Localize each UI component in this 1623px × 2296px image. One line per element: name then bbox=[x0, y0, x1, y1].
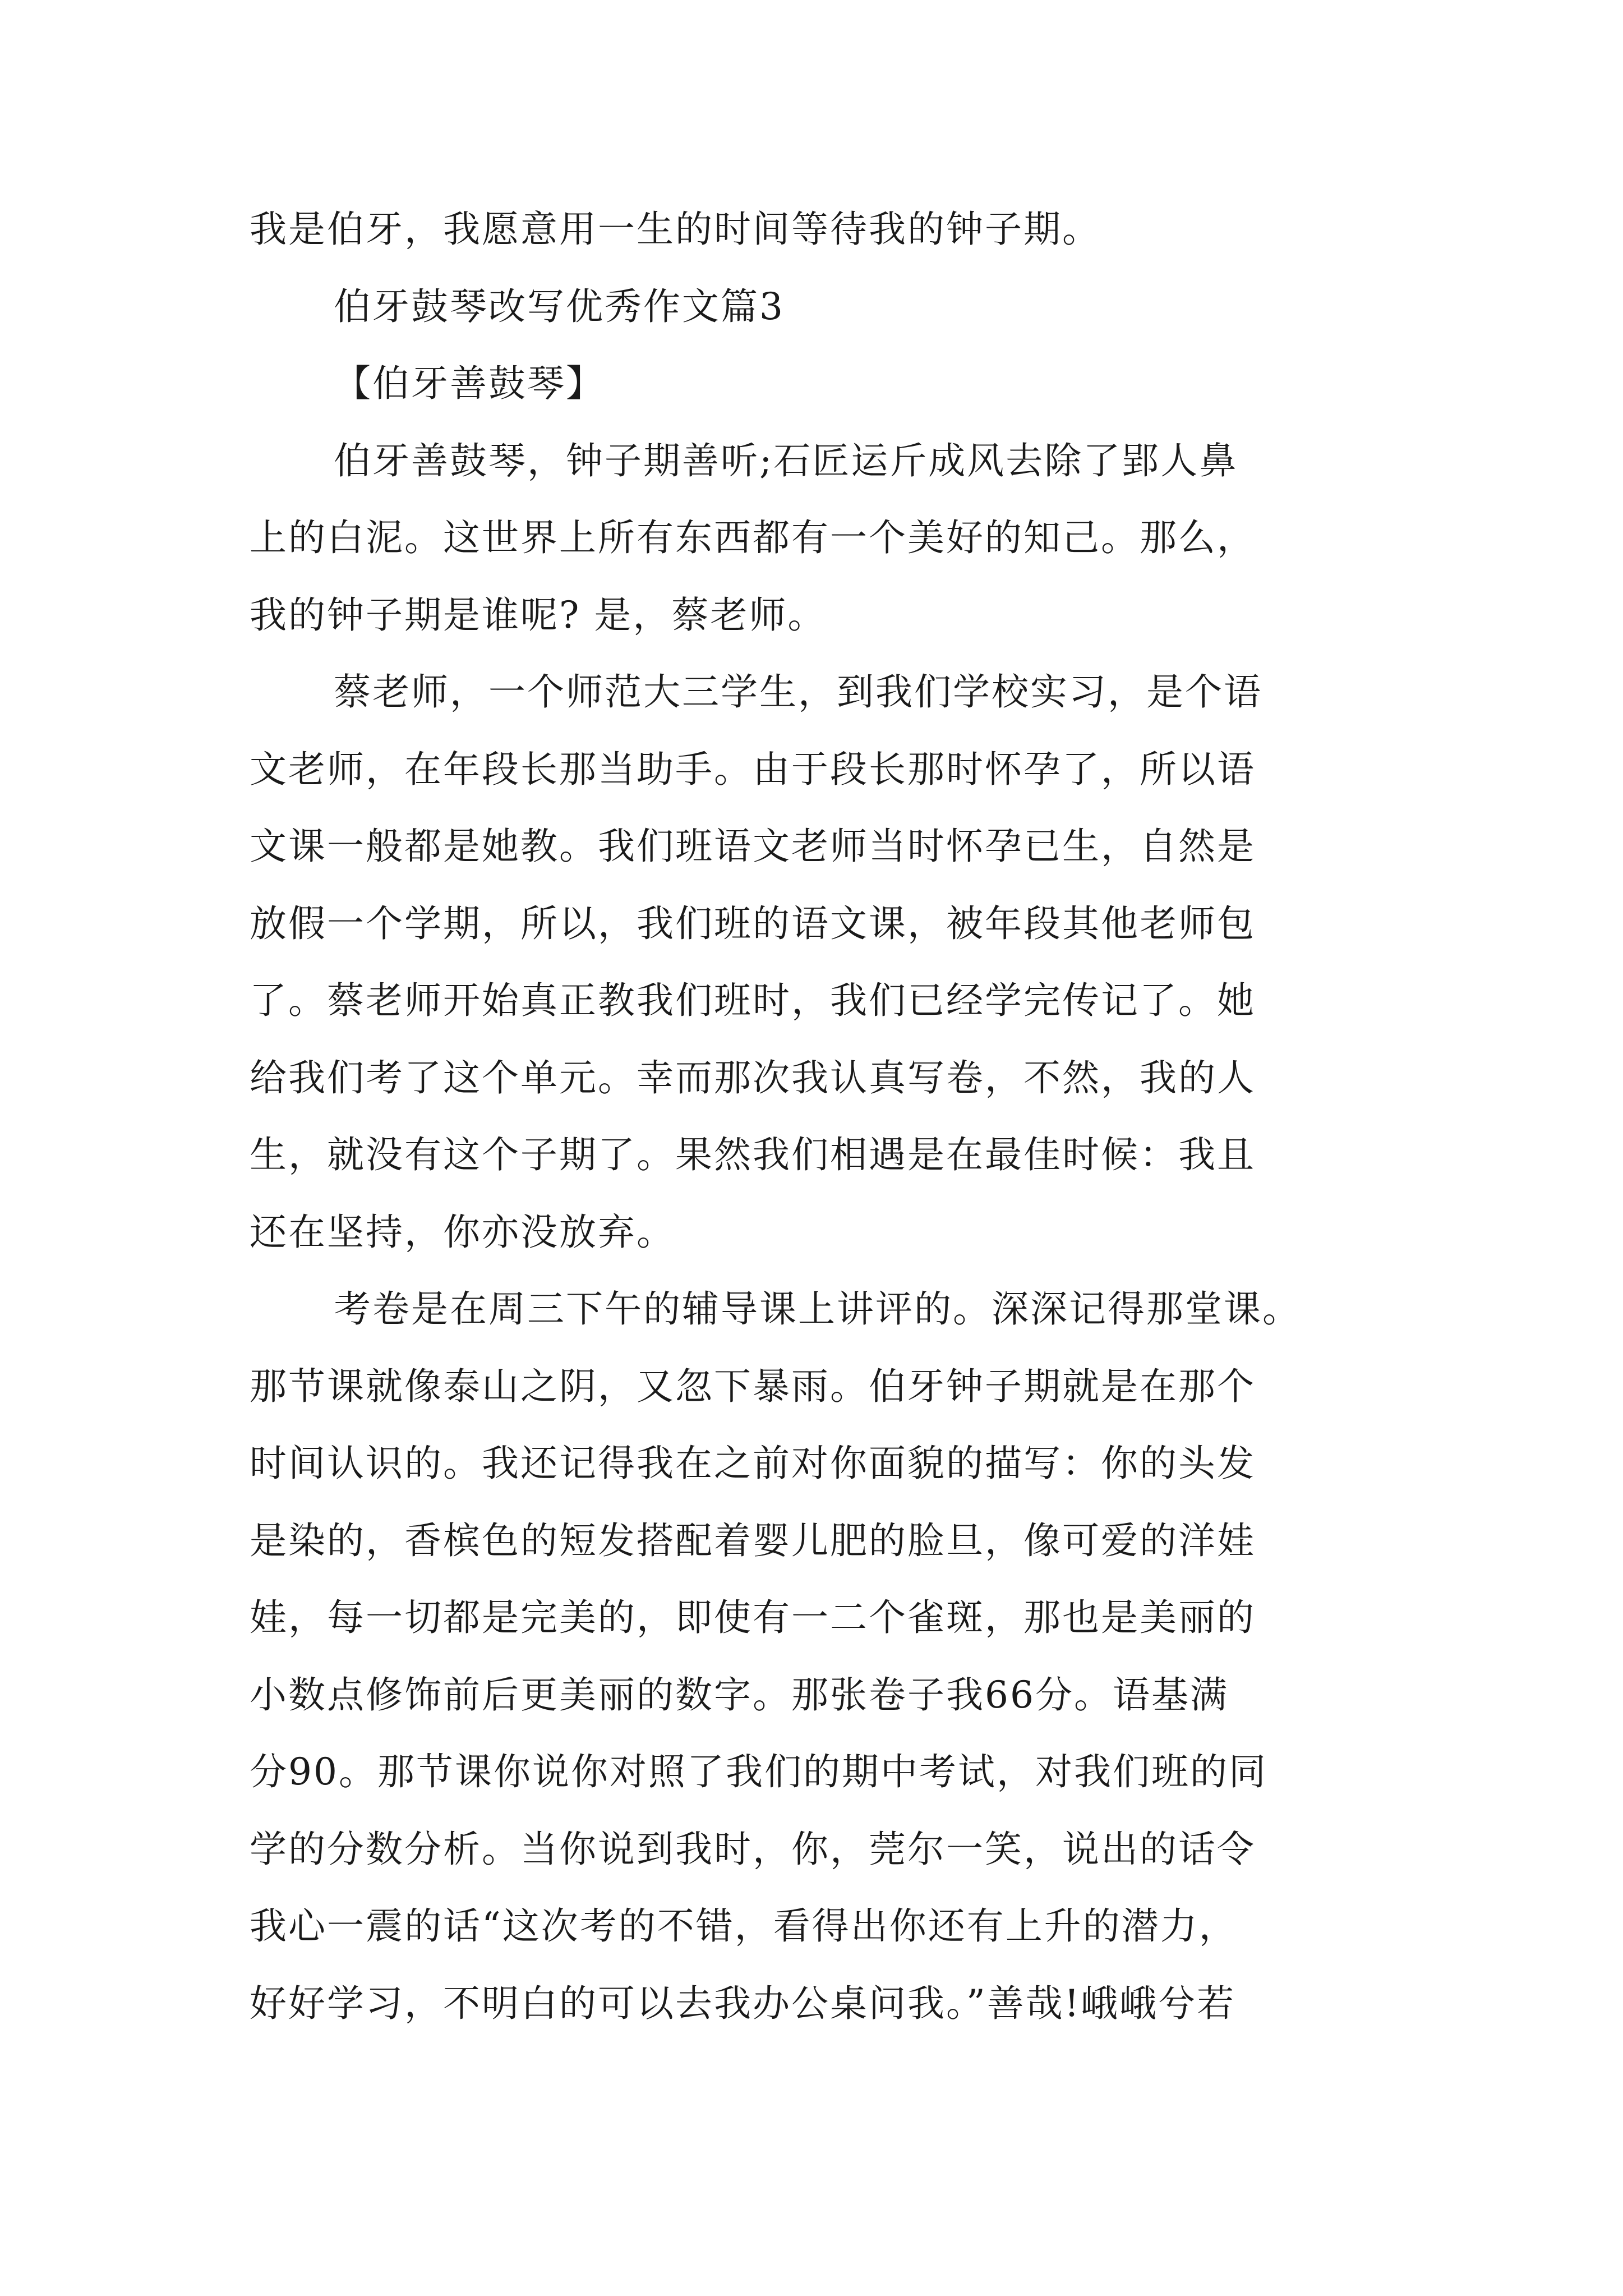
text-line: 学的分数分析。当你说到我时，你，莞尔一笑，说出的话令 bbox=[250, 1827, 1256, 1871]
text-line: 了。蔡老师开始真正教我们班时，我们已经学完传记了。她 bbox=[250, 979, 1256, 1022]
text-line: 生，就没有这个子期了。果然我们相遇是在最佳时候：我且 bbox=[250, 1133, 1256, 1176]
text-line: 给我们考了这个单元。幸而那次我认真写卷，不然，我的人 bbox=[250, 1056, 1256, 1099]
text-line: 我的钟子期是谁呢? 是，蔡老师。 bbox=[250, 593, 827, 637]
text-line: 我是伯牙，我愿意用一生的时间等待我的钟子期。 bbox=[250, 208, 1101, 251]
text-line: 上的白泥。这世界上所有东西都有一个美好的知己。那么， bbox=[250, 516, 1256, 559]
text-line: 伯牙善鼓琴，钟子期善听;石匠运斤成风去除了郢人鼻 bbox=[334, 439, 1238, 482]
text-line: 是染的，香槟色的短发搭配着婴儿肥的脸旦，像可爱的洋娃 bbox=[250, 1519, 1256, 1562]
text-line: 好好学习，不明白的可以去我办公桌问我。”善哉!峨峨兮若 bbox=[250, 1981, 1236, 2025]
text-line: 文老师，在年段长那当助手。由于段长那时怀孕了，所以语 bbox=[250, 747, 1256, 791]
text-line: 【伯牙善鼓琴】 bbox=[334, 362, 605, 405]
text-line: 时间认识的。我还记得我在之前对你面貌的描写：你的头发 bbox=[250, 1442, 1256, 1485]
text-line: 娃，每一切都是完美的，即使有一二个雀斑，那也是美丽的 bbox=[250, 1596, 1256, 1639]
text-line: 我心一震的话“这次考的不错，看得出你还有上升的潜力， bbox=[250, 1904, 1238, 1948]
text-line: 小数点修饰前后更美丽的数字。那张卷子我66分。语基满 bbox=[250, 1673, 1229, 1717]
text-line: 文课一般都是她教。我们班语文老师当时怀孕已生，自然是 bbox=[250, 825, 1256, 868]
text-line: 考卷是在周三下午的辅导课上讲评的。深深记得那堂课。 bbox=[334, 1287, 1301, 1331]
text-line: 分90。那节课你说你对照了我们的期中考试，对我们班的同 bbox=[250, 1750, 1267, 1793]
text-line: 还在坚持，你亦没放弃。 bbox=[250, 1210, 675, 1254]
body-text bbox=[250, 191, 1388, 2042]
text-line: 放假一个学期，所以，我们班的语文课，被年段其他老师包 bbox=[250, 901, 1256, 945]
text-line: 那节课就像泰山之阴，又忽下暴雨。伯牙钟子期就是在那个 bbox=[250, 1364, 1256, 1408]
text-line: 蔡老师，一个师范大三学生，到我们学校实习，是个语 bbox=[334, 670, 1262, 714]
text-line: 伯牙鼓琴改写优秀作文篇3 bbox=[334, 284, 785, 328]
